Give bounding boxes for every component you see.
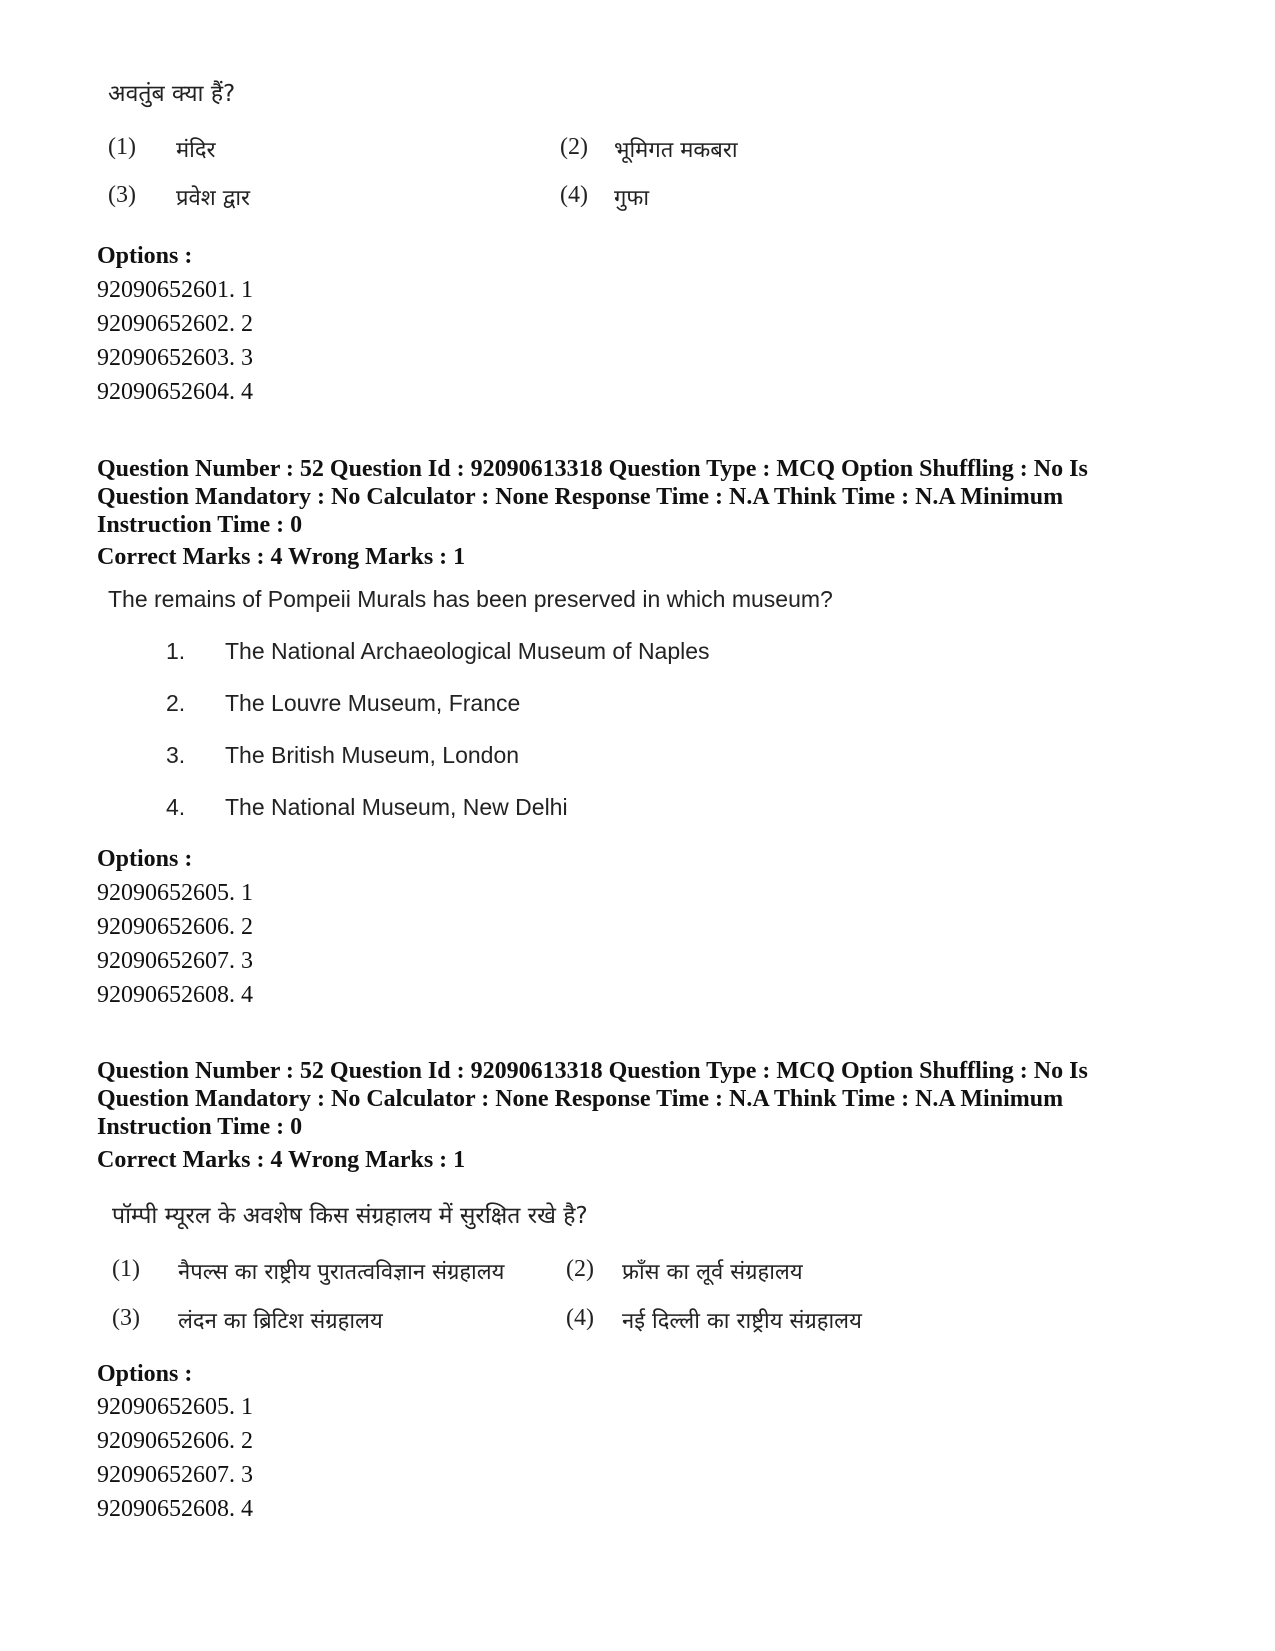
choice-number: (1) [112,1256,140,1282]
choice-text: नैपल्स का राष्ट्रीय पुरातत्वविज्ञान संग्रहालय [178,1260,505,1285]
question-meta [97,1057,1088,1141]
options-list [97,1390,253,1526]
choice-number: (2) [566,1256,594,1282]
options-list [97,876,253,1012]
choice-number: (4) [560,182,588,208]
question-meta-line: Question Number : 52 Question Id : 92090613318 Question Type : MCQ Option Shuffling : No Is [97,456,1088,482]
choice-text: लंदन का ब्रिटिश संग्रहालय [178,1309,383,1334]
option-item: 92090652607. 3 [97,948,253,974]
choice-number: (3) [108,182,136,208]
choice-number: (1) [108,134,136,160]
option-item: 92090652606. 2 [97,1428,253,1454]
question-meta-line: Question Mandatory : No Calculator : None Response Time : N.A Think Time : N.A Minimum [97,484,1064,510]
options-label: Options : [97,846,193,872]
option-item: 92090652604. 4 [97,379,253,405]
options-list [97,273,253,409]
choice-number: 3. [166,742,186,768]
choice-number: 1. [166,638,186,664]
choice-text: भूमिगत मकबरा [614,138,738,163]
choice-text: The Louvre Museum, France [225,690,521,716]
question-text-hindi: पॉम्पी म्यूरल के अवशेष किस संग्रहालय में सुरक्षित रखे है? [112,1203,588,1229]
question-meta-line: Instruction Time : 0 [97,512,303,538]
option-item: 92090652602. 2 [97,311,253,337]
question-text-hindi: अवतुंब क्या हैं? [108,81,236,107]
option-item: 92090652606. 2 [97,914,253,940]
choice-text: प्रवेश द्वार [176,186,251,211]
question-text-english: The remains of Pompeii Murals has been preserved in which museum? [108,586,833,612]
marks-line: Correct Marks : 4 Wrong Marks : 1 [97,1147,466,1173]
option-item: 92090652608. 4 [97,982,253,1008]
option-item: 92090652601. 1 [97,277,253,303]
choice-text: नई दिल्ली का राष्ट्रीय संग्रहालय [622,1309,862,1334]
choice-number: 4. [166,794,186,820]
marks-line: Correct Marks : 4 Wrong Marks : 1 [97,544,466,570]
choice-text: The National Archaeological Museum of Naples [225,638,710,664]
option-item: 92090652605. 1 [97,1394,253,1420]
choice-number: (3) [112,1305,140,1331]
question-meta-line: Instruction Time : 0 [97,1114,303,1140]
option-item: 92090652608. 4 [97,1496,253,1522]
choice-text: फ्राँस का लूर्व संग्रहालय [622,1260,803,1285]
options-label: Options : [97,243,193,269]
choice-text: The National Museum, New Delhi [225,794,568,820]
question-meta-line: Question Mandatory : No Calculator : None Response Time : N.A Think Time : N.A Minimum [97,1086,1064,1112]
choice-text: मंदिर [176,138,216,163]
choice-text: The British Museum, London [225,742,520,768]
question-meta [97,455,1088,539]
option-item: 92090652607. 3 [97,1462,253,1488]
option-item: 92090652605. 1 [97,880,253,906]
option-item: 92090652603. 3 [97,345,253,371]
options-label: Options : [97,1361,193,1387]
question-meta-line: Question Number : 52 Question Id : 92090613318 Question Type : MCQ Option Shuffling : No Is [97,1058,1088,1084]
choice-number: (2) [560,134,588,160]
choice-text: गुफा [614,186,650,211]
choice-number: 2. [166,690,186,716]
choice-number: (4) [566,1305,594,1331]
